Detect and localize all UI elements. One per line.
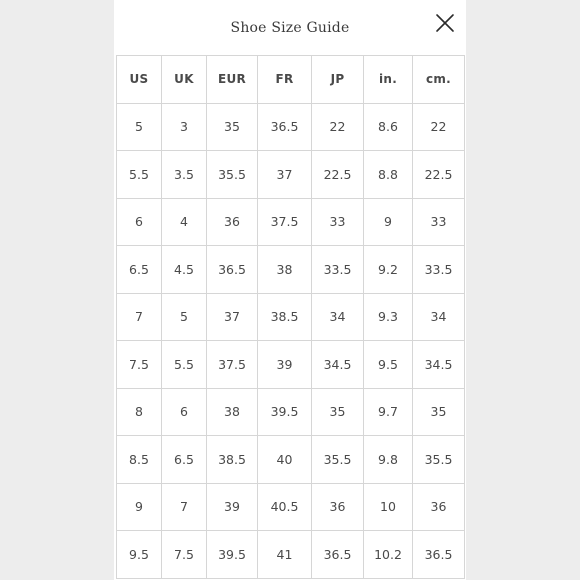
cell-jp: 22 bbox=[312, 103, 364, 151]
cell-fr: 36.5 bbox=[258, 103, 312, 151]
table-row bbox=[117, 293, 465, 341]
table-row bbox=[117, 388, 465, 436]
cell-jp: 35.5 bbox=[312, 436, 364, 484]
cell-jp: 22.5 bbox=[312, 151, 364, 199]
column-header-eur: EUR bbox=[207, 56, 258, 104]
cell-us: 8 bbox=[117, 388, 162, 436]
cell-inches: 9.3 bbox=[364, 293, 413, 341]
column-header-uk: UK bbox=[162, 56, 207, 104]
column-header-inches: in. bbox=[364, 56, 413, 104]
cell-us: 5.5 bbox=[117, 151, 162, 199]
cell-eur: 36.5 bbox=[207, 246, 258, 294]
cell-fr: 41 bbox=[258, 531, 312, 579]
cell-cm: 22 bbox=[413, 103, 465, 151]
cell-us: 6 bbox=[117, 198, 162, 246]
cell-fr: 40 bbox=[258, 436, 312, 484]
cell-us: 9 bbox=[117, 483, 162, 531]
cell-fr: 39 bbox=[258, 341, 312, 389]
cell-us: 6.5 bbox=[117, 246, 162, 294]
cell-eur: 37.5 bbox=[207, 341, 258, 389]
close-icon bbox=[434, 12, 456, 34]
cell-eur: 37 bbox=[207, 293, 258, 341]
column-header-cm: cm. bbox=[413, 56, 465, 104]
cell-uk: 4.5 bbox=[162, 246, 207, 294]
cell-cm: 33.5 bbox=[413, 246, 465, 294]
cell-jp: 36 bbox=[312, 483, 364, 531]
cell-jp: 34 bbox=[312, 293, 364, 341]
dialog-title: Shoe Size Guide bbox=[230, 20, 350, 36]
cell-us: 8.5 bbox=[117, 436, 162, 484]
cell-eur: 39.5 bbox=[207, 531, 258, 579]
table-row bbox=[117, 436, 465, 484]
cell-eur: 39 bbox=[207, 483, 258, 531]
cell-uk: 7.5 bbox=[162, 531, 207, 579]
cell-cm: 33 bbox=[413, 198, 465, 246]
table-header-row bbox=[117, 56, 465, 104]
table-row bbox=[117, 103, 465, 151]
cell-jp: 33.5 bbox=[312, 246, 364, 294]
cell-uk: 4 bbox=[162, 198, 207, 246]
cell-inches: 8.8 bbox=[364, 151, 413, 199]
cell-cm: 35 bbox=[413, 388, 465, 436]
cell-jp: 33 bbox=[312, 198, 364, 246]
cell-inches: 9.5 bbox=[364, 341, 413, 389]
table-row bbox=[117, 151, 465, 199]
cell-uk: 6.5 bbox=[162, 436, 207, 484]
cell-cm: 22.5 bbox=[413, 151, 465, 199]
table-row bbox=[117, 531, 465, 579]
column-header-us: US bbox=[117, 56, 162, 104]
table-row bbox=[117, 483, 465, 531]
cell-cm: 35.5 bbox=[413, 436, 465, 484]
cell-uk: 7 bbox=[162, 483, 207, 531]
cell-inches: 9.7 bbox=[364, 388, 413, 436]
cell-fr: 37.5 bbox=[258, 198, 312, 246]
cell-jp: 34.5 bbox=[312, 341, 364, 389]
cell-eur: 38 bbox=[207, 388, 258, 436]
close-button[interactable] bbox=[434, 12, 456, 34]
cell-cm: 36.5 bbox=[413, 531, 465, 579]
cell-cm: 36 bbox=[413, 483, 465, 531]
cell-us: 9.5 bbox=[117, 531, 162, 579]
table-row bbox=[117, 341, 465, 389]
cell-inches: 10.2 bbox=[364, 531, 413, 579]
cell-cm: 34.5 bbox=[413, 341, 465, 389]
cell-eur: 36 bbox=[207, 198, 258, 246]
column-header-jp: JP bbox=[312, 56, 364, 104]
cell-fr: 37 bbox=[258, 151, 312, 199]
cell-fr: 38 bbox=[258, 246, 312, 294]
cell-cm: 34 bbox=[413, 293, 465, 341]
cell-inches: 10 bbox=[364, 483, 413, 531]
cell-fr: 40.5 bbox=[258, 483, 312, 531]
cell-uk: 6 bbox=[162, 388, 207, 436]
cell-eur: 35.5 bbox=[207, 151, 258, 199]
cell-us: 7.5 bbox=[117, 341, 162, 389]
cell-uk: 5 bbox=[162, 293, 207, 341]
cell-fr: 38.5 bbox=[258, 293, 312, 341]
cell-inches: 9.2 bbox=[364, 246, 413, 294]
cell-inches: 8.6 bbox=[364, 103, 413, 151]
cell-jp: 36.5 bbox=[312, 531, 364, 579]
cell-uk: 3 bbox=[162, 103, 207, 151]
cell-us: 7 bbox=[117, 293, 162, 341]
column-header-fr: FR bbox=[258, 56, 312, 104]
cell-inches: 9 bbox=[364, 198, 413, 246]
cell-fr: 39.5 bbox=[258, 388, 312, 436]
cell-us: 5 bbox=[117, 103, 162, 151]
cell-uk: 3.5 bbox=[162, 151, 207, 199]
cell-eur: 35 bbox=[207, 103, 258, 151]
cell-inches: 9.8 bbox=[364, 436, 413, 484]
table-row bbox=[117, 198, 465, 246]
size-table bbox=[116, 55, 465, 579]
cell-eur: 38.5 bbox=[207, 436, 258, 484]
table-row bbox=[117, 246, 465, 294]
cell-jp: 35 bbox=[312, 388, 364, 436]
cell-uk: 5.5 bbox=[162, 341, 207, 389]
